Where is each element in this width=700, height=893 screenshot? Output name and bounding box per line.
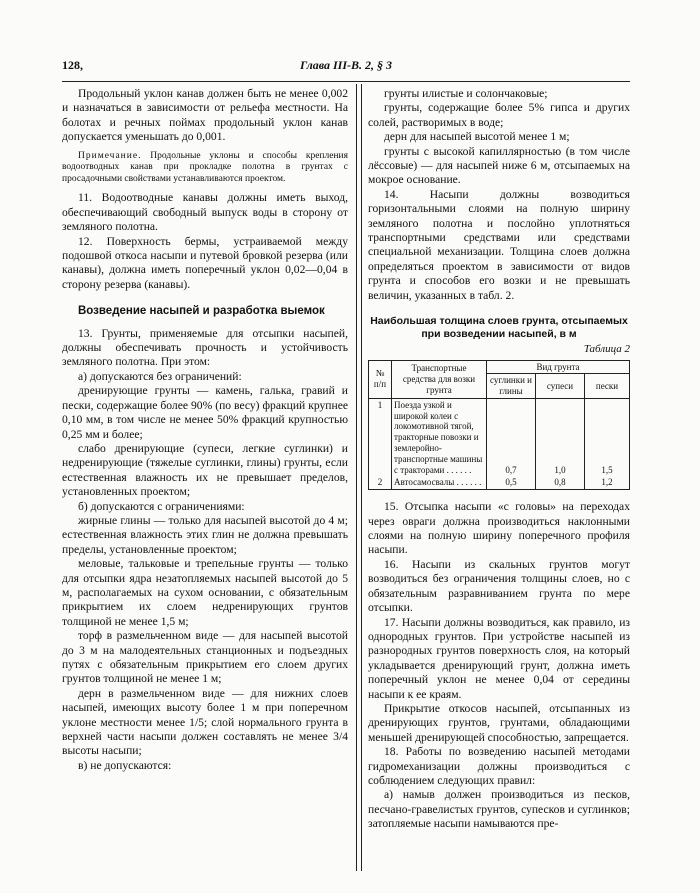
column-divider [356, 84, 362, 871]
header-sands: пески [585, 374, 630, 399]
note [62, 151, 348, 186]
paragraph-18: 18. Работы по возведению насыпей методами гидромеханизации должны производиться с соблюдением следующих правил: [368, 745, 630, 787]
row-value-sandy-loams: 0,8 [536, 476, 585, 489]
paragraph-13b-clays: жирные глины — только для насыпей высотой до 4 м; естественная влажность этих глин не должна превышать пределы, установленные проектом; [62, 513, 348, 556]
row-transport: Поезда узкой и широкой колеи с локомотивной тягой, тракторные повозки и землеройно-транспортные машины с тракторами . . . . . . [392, 398, 487, 476]
table-row [369, 476, 630, 489]
paragraph-16: 16. Насыпи из скальных грунтов могут возводиться без ограничения толщины слоев, но с обязательным разравниванием грунта по мере отсыпки. [368, 557, 630, 615]
table-caption: Наибольшая толщина слоев грунта, отсыпаемых при возведении насыпей, в м [370, 315, 628, 340]
paragraph-slope: Продольный уклон канав должен быть не менее 0,002 и назначаться в зависимости от рельефа местности. На болотах и речных поймах продольный уклон канав допускается уменьшать до 0,001. [62, 87, 348, 144]
paragraph-13v: в) не допускаются: [78, 758, 172, 772]
header-transport: Транспортные средства для возки грунта [392, 360, 487, 398]
header-rule [62, 81, 630, 82]
paragraph-13a-weak: слабо дренирующие (супеси, легкие суглинки) и недренирующие (тяжелые суглинки, глины) грунты, если естественная влажность их не превышает пределов, установленных проектом; [62, 441, 348, 499]
note-label: Примечание. [78, 150, 142, 161]
header-soil-type: Вид грунта [487, 360, 630, 374]
row-num: 2 [369, 476, 392, 489]
paragraph-13b-peat: торф в размельченном виде — для насыпей высотой до 3 м на малодеятельных станционных и подъездных путях с обязательным прикрытием его слоем других грунтов толщиной не менее 1 м; [62, 629, 348, 686]
paragraph-18a: а) намыв должен производиться из песков, песчано-гравелистых грунтов, супесков и суглинков; затопляемые насыпи намываются пре- [368, 788, 630, 831]
row-value-loams: 0,5 [487, 476, 536, 489]
paragraph-13: 13. Грунты, применяемые для отсыпки насыпей, должны обеспечивать прочность и устойчивость земляного полотна. При этом: [62, 326, 348, 369]
table-row [369, 398, 630, 476]
right-column [368, 87, 630, 832]
paragraph-14: 14. Насыпи должны возводиться горизонтальными слоями на полную ширину земляного полотна и послойно уплотняться транспортными средствами или средствами специальной механизации. Толщина слоев должна определяться проектом в зависимости от видов грунта и способов его возки и не превышать величин, указанных в табл. 2. [368, 187, 630, 302]
header-loams: суглинки и глины [487, 374, 536, 399]
page-number: 128, [62, 58, 83, 72]
section-title: Возведение насыпей и разработка выемок [78, 305, 325, 318]
list-item-silty: грунты илистые и солончаковые; [384, 87, 548, 100]
left-column [62, 87, 348, 773]
paragraph-11: 11. Водоотводные канавы должны иметь выход, обеспечивающий свободный выпуск воды в сторону от земляного полотна. [62, 191, 348, 234]
row-value-loams: 0,7 [487, 398, 536, 476]
row-value-sands: 1,2 [585, 476, 630, 489]
layer-thickness-table [368, 360, 630, 491]
header-num: № п/п [369, 360, 392, 398]
header-sandy-loams: супеси [536, 374, 585, 399]
row-value-sands: 1,5 [585, 398, 630, 476]
list-item-gypsum: грунты, содержащие более 5% гипса и других солей, растворимых в воде; [368, 101, 630, 129]
paragraph-13b-chalk: меловые, тальковые и трепельные грунты — только для отсыпки ядра незатопляемых насыпей высотой до 5 м, располагаемых на сухом основании, с обязательным прикрытием их слоем недренирующих грунтов толщиной не менее 1,5 м; [62, 557, 348, 628]
chapter-reference: Глава III-В. 2, § 3 [299, 58, 393, 72]
note-text: Продольные уклоны и способы крепления водоотводных канав при прокладке полотна в грунтах с просадочными свойствами устанавливаются проектом. [62, 150, 348, 184]
paragraph-17b: Прикрытие откосов насыпей, отсыпанных из дренирующих грунтов, грунтами, обладающими меньшей дренирующей способностью, запрещается. [368, 701, 630, 744]
paragraph-13a: а) допускаются без ограничений: [78, 369, 242, 383]
paragraph-13b: б) допускаются с ограничениями: [78, 499, 245, 513]
list-item-turf: дерн для насыпей высотой менее 1 м; [384, 130, 570, 144]
page-header [62, 58, 630, 76]
paragraph-12: 12. Поверхность бермы, устраиваемой между подошвой откоса насыпи и путевой бровкой резерва (или канавы), должна иметь поперечный уклон 0,02—0,04 в сторону резерва (канавы). [62, 234, 348, 291]
row-value-sandy-loams: 1,0 [536, 398, 585, 476]
paragraph-13a-draining: дренирующие грунты — камень, галька, гравий и пески, содержащие более 90% (по весу) фракций крупнее 0,10 мм, в том числе не менее 50% фракций крупностью 0,25 мм и более; [62, 384, 348, 441]
list-item-capillary: грунты с высокой капиллярностью (в том числе лёссовые) — для насыпей ниже 6 м, отсыпаемых на мокрое основание. [368, 144, 630, 187]
table-number: Таблица 2 [583, 343, 630, 356]
row-transport: Автосамосвалы . . . . . . [392, 476, 487, 489]
paragraph-15: 15. Отсыпка насыпи «с головы» на переходах через овраги должна производиться наклонными слоями на полную ширину поперечного профиля насыпи. [368, 500, 630, 557]
row-num: 1 [369, 398, 392, 476]
paragraph-17: 17. Насыпи должны возводиться, как правило, из однородных грунтов. При устройстве насыпей из разнородных грунтов поверхность слоя, на который укладывается дренирующий грунт, должна иметь поперечный уклон не менее 0,04 от середины насыпи к ее краям. [368, 615, 630, 701]
paragraph-13b-turf: дерн в размельченном виде — для нижних слоев насыпей, имеющих высоту более 1 м при поперечном уклоне местности менее 1/5; слой нормального грунта в верхней части насыпи должен составлять не менее 3/4 высоты насыпи; [62, 686, 348, 758]
